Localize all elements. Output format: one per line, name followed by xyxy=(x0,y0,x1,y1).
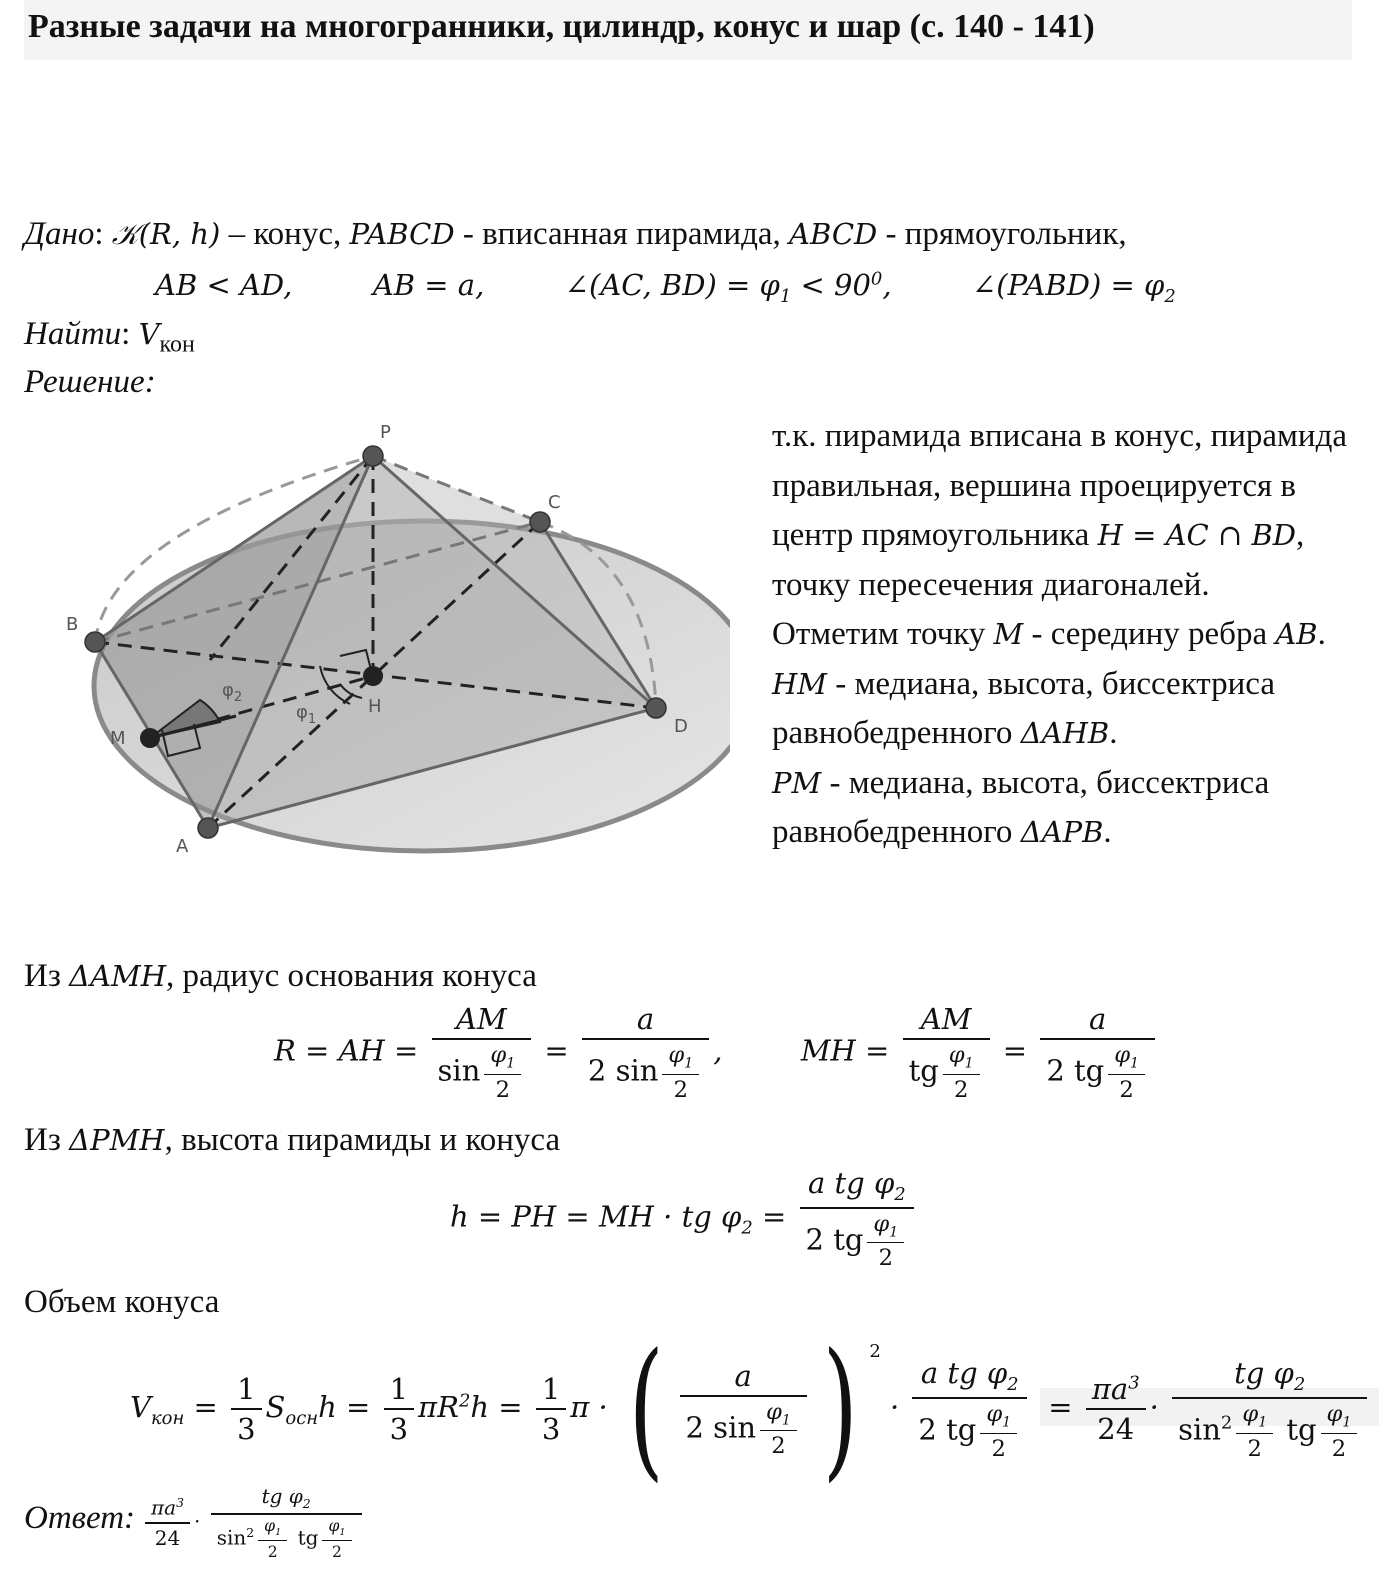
answer: Ответ: $\frac{\pi a^3}{24}$ · tg $\varphi_2$ $\sin^2$ $\frac{\varphi_1}{2}$ tg $\frac{\varphi_1}{2}$ xyxy=(24,1484,366,1561)
formula-3: $V_{кон}$ = $\frac{1}{3}$ $S_{осн}h$ = $\frac{1}{3}$ $\pi R^2h$ = $\frac{1}{3}$ π · ( a 2 sin $\frac{\varphi_1}{2}$ ) $^2$ · a tg $\varphi_2$ 2 tg $\frac{\varphi_1}{2}$ = $\frac{\pi a^3}{24}$ · tg $\varphi_2$ $\sin^2$ $\frac{\varphi_1}{2}$ tg $\frac{\varphi_1}{2}$ xyxy=(130,1334,1379,1484)
expl-p3: - медиана, высота, биссектриса равнобедренного xyxy=(772,665,1275,751)
find-line: Найти: $V_{кон}$ xyxy=(24,316,195,358)
point-m xyxy=(140,728,160,748)
given-rect: ABCD xyxy=(789,217,878,251)
tri-amh: ΔAMH xyxy=(69,959,166,993)
explanation xyxy=(772,412,1372,858)
find-label: Найти xyxy=(24,316,122,352)
expl-p2: Отметим точку xyxy=(772,616,994,652)
cond-angle-1: ∠(AC, $BD) = \varphi_1 < 90^0$, xyxy=(564,268,892,307)
given-line-1: Дано: 𝒦(R, h) – конус, PABCD - вписанная пирамида, ABCD - прямоугольник, xyxy=(24,216,1127,252)
label-a: A xyxy=(176,836,189,857)
expl-dot: . xyxy=(1109,715,1118,751)
vertex-c xyxy=(530,512,550,532)
label-d: D xyxy=(674,716,688,737)
step-3: Объем конуса xyxy=(24,1284,220,1320)
expl-ab: AB xyxy=(1275,617,1318,651)
vertex-p xyxy=(363,446,383,466)
formula-1: R = AH = AM sin $\frac{\varphi_1}{2}$ = a 2 sin $\frac{\varphi_1}{2}$ , MH = AM tg $\frac{\varphi_1}{2}$ = a 2 tg $\frac{\varphi_1}{2}$ xyxy=(274,1002,1159,1103)
label-m: M xyxy=(110,728,126,749)
step-1: Из ΔAMH, радиус основания конуса xyxy=(24,958,537,994)
expl-h-def: H = AC ∩ BD xyxy=(1097,518,1297,552)
expl-p1: т.к. пирамида вписана в конус, пирамида правильная, вершина проецируется в центр прямоугольника xyxy=(772,418,1348,553)
label-p: P xyxy=(380,422,391,443)
cone-pyramid-figure xyxy=(50,412,730,862)
expl-tri-ahb: ΔAHB xyxy=(1020,716,1110,750)
formula-2: h = PH = MH · tg $\varphi_2$ = a tg $\varphi_2$ 2 tg $\frac{\varphi_1}{2}$ xyxy=(450,1166,918,1271)
expl-hm: HM xyxy=(772,666,827,701)
final-result: = $\frac{\pi a^3}{24}$ · tg $\varphi_2$ $\sin^2$ $\frac{\varphi_1}{2}$ tg $\frac{\varphi_1}{2}$ xyxy=(1040,1388,1379,1426)
given-text-1: – конус, xyxy=(220,216,350,252)
expl-p1-end: , точку пересечения диагоналей. xyxy=(772,517,1305,603)
expl-pm: PM xyxy=(772,765,822,800)
page-title: Разные задачи на многогранники, цилиндр, конус и шар (с. 140 - 141) xyxy=(28,8,1095,45)
given-text-3: - прямоугольник, xyxy=(877,216,1127,252)
expl-m: M xyxy=(993,617,1024,651)
given-cone: 𝒦(R, h) xyxy=(111,217,221,251)
vertex-d xyxy=(646,698,666,718)
tri-pmh: ΔPMH xyxy=(69,1123,165,1157)
expl-p2-end: - середину ребра xyxy=(1023,616,1276,652)
label-phi2: $\varphi_2$ xyxy=(222,680,243,705)
given-pyramid: PABCD xyxy=(349,217,455,251)
expl-tri-apb: ΔAPB xyxy=(1020,815,1104,849)
expl-dot: . xyxy=(1103,814,1112,850)
find-v-sub: кон xyxy=(159,331,195,358)
step-2: Из ΔPMH, высота пирамиды и конуса xyxy=(24,1122,561,1158)
label-phi1: $\varphi_1$ xyxy=(296,702,317,727)
cond-angle-2: ∠(PABD) = $\varphi_2$ xyxy=(972,268,1176,307)
cond-ab-a: AB = a, xyxy=(372,268,485,302)
point-h xyxy=(363,666,383,686)
find-v: V xyxy=(138,317,160,351)
given-conditions xyxy=(155,268,1176,307)
label-h: H xyxy=(368,696,382,717)
expl-dot: . xyxy=(1317,616,1326,652)
label-c: C xyxy=(548,492,561,513)
solution-label: Решение: xyxy=(24,364,156,400)
given-label: Дано xyxy=(24,216,95,252)
expl-p4: - медиана, высота, биссектриса равнобедренного xyxy=(772,764,1270,850)
answer-label: Ответ: xyxy=(24,1500,136,1537)
cond-ab-ad: AB < AD, xyxy=(155,268,293,302)
vertex-b xyxy=(85,632,105,652)
label-b: B xyxy=(66,614,79,635)
vertex-a xyxy=(198,818,218,838)
given-text-2: - вписанная пирамида, xyxy=(454,216,790,252)
